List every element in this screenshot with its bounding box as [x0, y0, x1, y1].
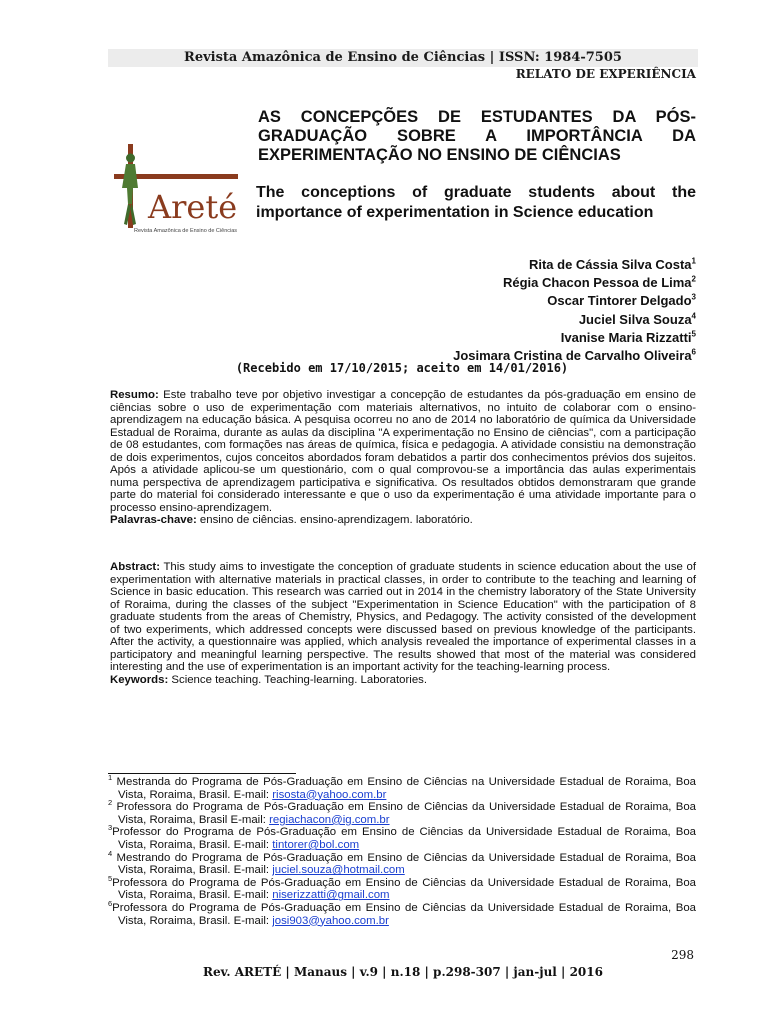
email-link[interactable]: tintorer@bol.com [272, 838, 360, 851]
journal-header: Revista Amazônica de Ensino de Ciências | ISSN: 1984-7505 [108, 49, 698, 67]
author: Oscar Tintorer Delgado$^3$ [547, 293, 696, 309]
keywords [110, 674, 696, 687]
footnote: $^2$ Professora do Programa de Pós-Graduação em Ensino de Ciências da Universidade Estadual de Roraima, Boa Vista, Roraima, Brasil E-mail: regiachacon@ig.com.br [108, 798, 696, 826]
title-portuguese: AS CONCEPÇÕES DE ESTUDANTES DA PÓS-GRADUAÇÃO SOBRE A IMPORTÂNCIA DA EXPERIMENTAÇÃO NO ENSINO DE CIÊNCIAS [258, 108, 696, 164]
email-link[interactable]: niserizzatti@gmail.com [272, 889, 390, 902]
email-link[interactable]: juciel.souza@hotmail.com [272, 864, 405, 877]
footnote: $^6$Professora do Programa de Pós-Graduação em Ensino de Ciências da Universidade Estadual de Roraima, Boa Vista, Roraima, Brasil. E-mail: josi903@yahoo.com.br [108, 899, 696, 927]
footnote: $^5$Professora do Programa de Pós-Graduação em Ensino de Ciências da Universidade Estadual de Roraima, Boa Vista, Roraima, Brasil. E-mail: niserizzatti@gmail.com [108, 873, 696, 902]
journal-footer: Rev. ARETÉ | Manaus | v.9 | n.18 | p.298-307 | jan-jul | 2016 [203, 965, 603, 979]
keywords-text: Science teaching. Teaching-learning. Laboratories. [168, 673, 428, 686]
footnotes [108, 773, 696, 927]
author: Régia Chacon Pessoa de Lima$^2$ [502, 274, 696, 291]
abstract-section [110, 561, 696, 686]
author-list [453, 256, 696, 365]
email-link[interactable]: regiachacon@ig.com.br [269, 813, 390, 826]
resumo-text: Este trabalho teve por objetivo investigar a concepção de estudantes da pós-graduação em ensino de ciências sobre o uso de experimentação com materiais alternativos, no intuito de colaborar com o ensino-aprendizagem na educação básica. A pesquisa ocorreu no ano de 2014 no laboratório de química da Universidade Estadual de Roraima, durante as aulas da disciplina "A experimentação no Ensino de ciências", com a participação de 08 estudantes, com formações nas áreas de química, física e pedagogia. A atividade consistiu na demonstração de dois experimentos, cujos conceitos abordados foram debatidos a partir dos conhecimentos prévios dos sujeitos. Após a atividade aplicou-se um questionário, com o qual comprovou-se a importância das aulas experimentais numa perspectiva de aprendizagem participativa e significativa. Os resultados obtidos demonstraram que grande parte do material foi considerado interessante e que o uso da experimentação é uma atividade importante para o processo ensino-aprendizagem. [110, 389, 696, 514]
footnote: $^4$ Mestrando do Programa de Pós-Graduação em Ensino de Ciências da Universidade Estadual de Roraima, Boa Vista, Roraima, Brasil. E-mail: juciel.souza@hotmail.com [108, 848, 696, 877]
keywords-label: Keywords: [110, 673, 169, 686]
palavras-chave-text: ensino de ciências. ensino-aprendizagem. laboratório. [196, 514, 473, 526]
logo-wordmark: Areté [148, 188, 238, 226]
email-link[interactable]: risosta@yahoo.com.br [272, 788, 387, 801]
abstract-paragraph [110, 561, 696, 674]
abstract-text: This study aims to investigate the conception of graduate students in science education about the use of experimentation with alternative materials in practical classes, in order to contribute to the teaching and learning of Science in basic education. This research was carried out in 2014 in the chemistry laboratory of the State University of Roraima, during the classes of the subject "Experimentation in Science Education" with the participation of 8 graduate students from the areas of Chemistry, Physics, and Pedagogy. The activity consisted of the development of two experiments, which addressed concepts were discussed based on previous knowledge of the participants. After the activity, a questionnaire was applied, which analysis revealed the importance of experimental classes in a participatory and meaningful learning perspective. The results showed that most of the material was considered interesting and the use of experimentation is an important activity for the teaching-learning process. [110, 561, 696, 673]
resumo-label: Resumo: [110, 389, 159, 401]
email-link[interactable]: josi903@yahoo.com.br [272, 914, 389, 927]
logo-figure-head [126, 154, 135, 163]
footnote-divider [108, 773, 296, 774]
section-label: RELATO DE EXPERIÊNCIA [515, 67, 696, 81]
palavras-chave [110, 514, 696, 527]
footnote: $^3$Professor do Programa de Pós-Graduação em Ensino de Ciências da Universidade Estadual de Roraima, Boa Vista, Roraima, Brasil. E-mail: tintorer@bol.com [108, 823, 696, 851]
author: Juciel Silva Souza$^4$ [578, 311, 696, 327]
author: Ivanise Maria Rizzatti$^5$ [560, 329, 696, 345]
arete-logo [112, 144, 244, 236]
resumo-section [110, 389, 696, 527]
author: Rita de Cássia Silva Costa$^1$ [528, 256, 696, 272]
title-english: The conceptions of graduate students about the importance of experimentation in Science education [256, 184, 696, 221]
author: Josimara Cristina de Carvalho Oliveira$^6$ [453, 347, 696, 364]
logo-figure-body [122, 164, 138, 204]
palavras-chave-label: Palavras-chave: [110, 514, 197, 526]
received-dates: (Recebido em 17/10/2015; aceito em 14/01/2016) [235, 361, 569, 375]
page-number: 298 [671, 948, 694, 962]
resumo-paragraph [110, 389, 696, 514]
logo-subtitle: Revista Amazônica de Ensino de Ciências [134, 228, 238, 234]
footnote: $^1$ Mestranda do Programa de Pós-Graduação em Ensino de Ciências na Universidade Estadual de Roraima, Boa Vista, Roraima, Brasil. E-mail: risosta@yahoo.com.br [108, 773, 696, 801]
abstract-label: Abstract: [110, 561, 161, 573]
